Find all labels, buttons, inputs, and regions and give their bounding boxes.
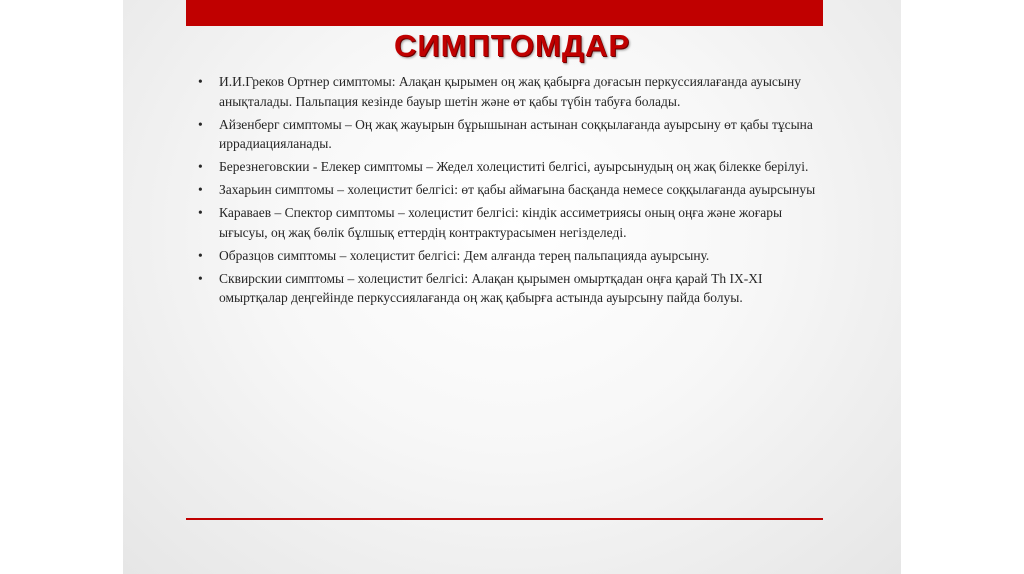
bullet-icon: • — [198, 182, 203, 197]
slide — [123, 0, 901, 574]
bullet-list — [196, 72, 816, 311]
bullet-icon: • — [198, 247, 203, 263]
top-accent-bar — [186, 0, 823, 26]
list-item-text: И.И.Греков Ортнер симптомы: Алақан қырымен оң жақ қабырға доғасын перкуссиялағанда ауысыну анықталады. Пальпация кезінде бауыр шетін және өт қабы түбін табуға болады. — [219, 74, 801, 109]
list-item — [196, 246, 816, 266]
bullet-icon: • — [198, 159, 203, 174]
list-item — [196, 115, 816, 154]
list-item — [196, 180, 816, 200]
list-item — [196, 269, 816, 308]
list-item-text: Березнеговскии - Елекер симптомы – Жедел холециститі белгісі, ауырсынудың оң жақ білекке берілуі. — [219, 159, 809, 174]
list-item — [196, 157, 816, 177]
list-item-text: Караваев – Спектор симптомы – холецистит белгісі: кіндік ассиметриясы оның оңға және жоғары ығысуы, оң жақ бөлік бұлшық еттердің контрактурасымен негізделеді. — [219, 205, 783, 240]
list-item-text: Образцов симптомы – холецистит белгісі: Дем алғанда терең пальпацияда ауырсыну. — [219, 247, 710, 263]
bullet-icon: • — [198, 116, 203, 132]
list-item-text: Айзенберг симптомы – Оң жақ жауырын бұрышынан астынан соққылағанда ауырсыну өт қабы тұсына иррадиацияланады. — [219, 116, 813, 151]
bullet-icon: • — [198, 74, 203, 89]
list-item — [196, 72, 816, 111]
bullet-icon: • — [198, 205, 203, 220]
list-item-text: Сквирскии симптомы – холецистит белгісі: Алақан қырымен омыртқадан оңға қарай Th IX-XI омыртқалар деңгейінде перкуссиялағанда оң жақ қабырға астында ауырсыну пайда болуы. — [219, 270, 763, 305]
list-item — [196, 203, 816, 242]
bottom-accent-line — [186, 518, 823, 520]
bullet-icon: • — [198, 270, 203, 286]
list-item-text: Захарьин симптомы – холецистит белгісі: өт қабы аймағына басқанда немесе соққылағанда ауырсынуы — [219, 182, 816, 197]
slide-title: СИМПТОМДАР — [393, 28, 631, 63]
